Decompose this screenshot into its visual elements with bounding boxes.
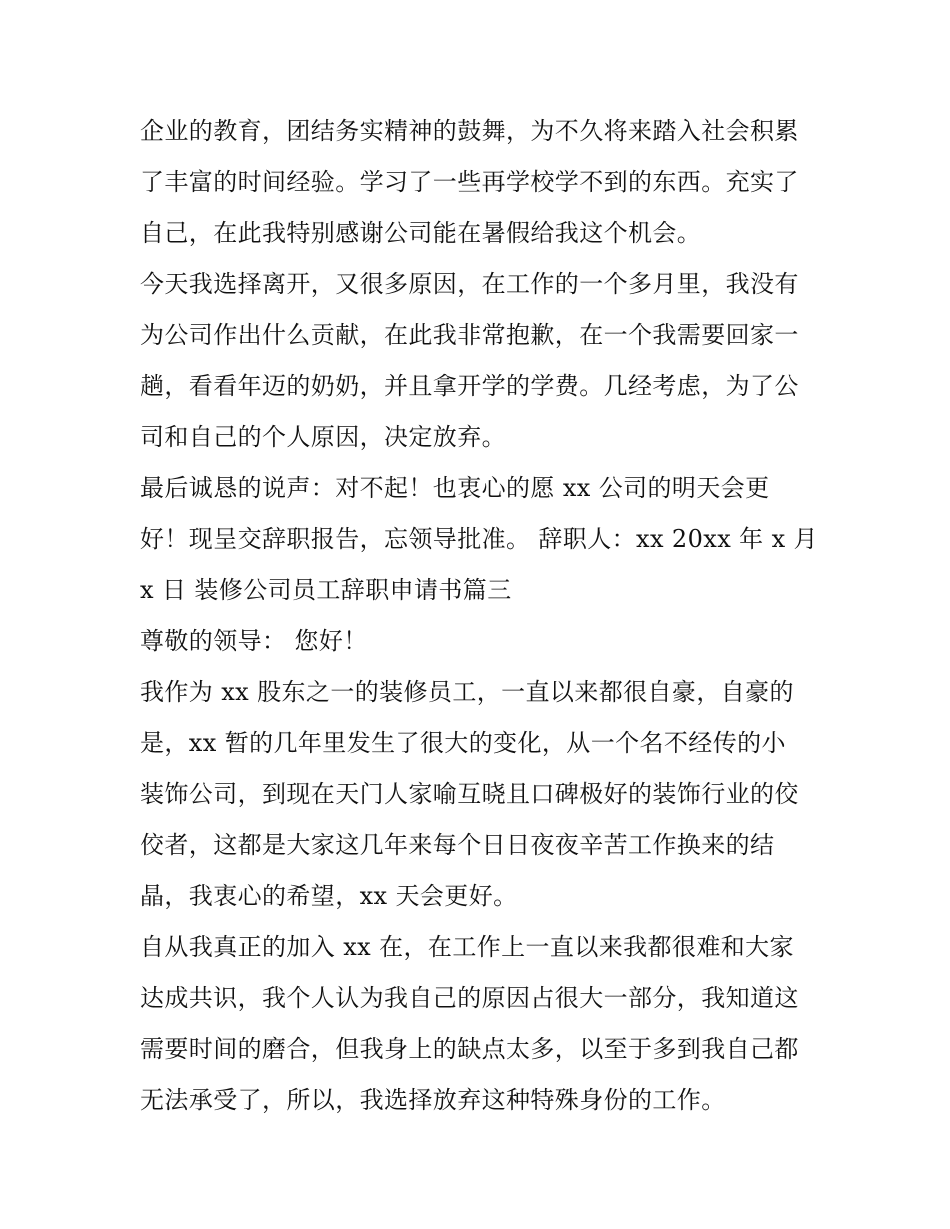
text-line: x 日 装修公司员工辞职申请书篇三 (140, 576, 512, 604)
text-line: 自从我真正的加入 xx 在，在工作上一直以来我都很难和大家 (140, 933, 794, 961)
text-line: 企业的教育，团结务实精神的鼓舞，为不久将来踏入社会积累 (140, 117, 799, 145)
document-body (140, 106, 820, 1126)
text-line: 了丰富的时间经验。学习了一些再学校学不到的东西。充实了 (140, 168, 799, 196)
text-line: 好！现呈交辞职报告，忘领导批准。 辞职人：xx 20xx 年 x 月 (140, 525, 818, 553)
text-line: 为公司作出什么贡献，在此我非常抱歉，在一个我需要回家一 (140, 321, 799, 349)
text-line: 佼者，这都是大家这几年来每个日日夜夜辛苦工作换来的结 (140, 831, 775, 859)
text-line: 需要时间的磨合，但我身上的缺点太多，以至于多到我自己都 (140, 1035, 799, 1063)
text-line: 装饰公司，到现在天门人家喻互晓且口碑极好的装饰行业的佼 (140, 780, 799, 808)
text-line: 今天我选择离开，又很多原因，在工作的一个多月里，我没有 (140, 270, 799, 298)
text-line: 最后诚恳的说声：对不起！也衷心的愿 xx 公司的明天会更 (140, 474, 770, 502)
text-line: 是，xx 暂的几年里发生了很大的变化，从一个名不经传的小 (140, 729, 786, 757)
text-line: 趟，看看年迈的奶奶，并且拿开学的学费。几经考虑，为了公 (140, 372, 799, 400)
text-line: 无法承受了，所以，我选择放弃这种特殊身份的工作。 (140, 1086, 726, 1114)
text-line: 司和自己的个人原因，决定放弃。 (140, 423, 506, 451)
text-line: 晶，我衷心的希望，xx 天会更好。 (140, 882, 518, 910)
text-line: 达成共识，我个人认为我自己的原因占很大一部分，我知道这 (140, 984, 799, 1012)
text-line: 我作为 xx 股东之一的装修员工，一直以来都很自豪，自豪的 (140, 678, 794, 706)
text-line: 自己，在此我特别感谢公司能在暑假给我这个机会。 (140, 219, 702, 247)
salutation-line: 尊敬的领导： 您好！ (140, 627, 368, 655)
